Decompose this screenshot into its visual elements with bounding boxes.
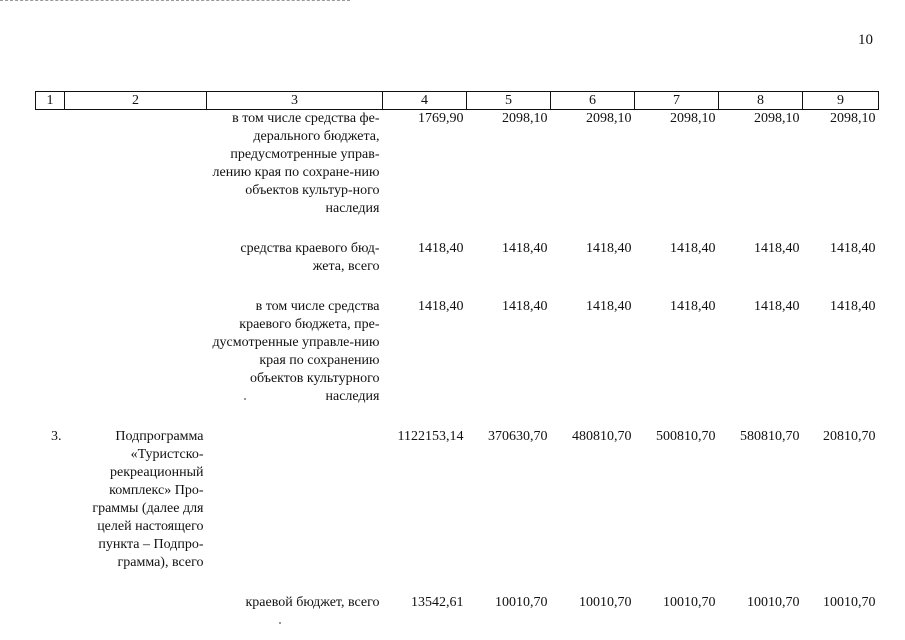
table-row [36,240,879,298]
row-value-col-6: 10010,70 [579,595,632,610]
header-col-5: 5 [467,92,551,110]
row-value-col-5: 1418,40 [502,241,548,256]
header-col-2: 2 [65,92,207,110]
row-value-col-4: 1769,90 [418,111,464,126]
table-row [36,110,879,241]
row-value-col-6: 2098,10 [586,111,632,126]
header-col-4: 4 [383,92,467,110]
table-row [36,594,879,634]
row-value-col-6: 480810,70 [572,429,632,444]
header-col-8: 8 [719,92,803,110]
row-value-col-5: 10010,70 [495,595,548,610]
row-number [36,298,65,428]
row-number: 3. [51,429,62,444]
row-value-col-9: 20810,70 [823,429,876,444]
scan-speck [279,622,281,624]
row-program-name [65,594,207,634]
row-value-col-9: 1418,40 [830,241,876,256]
table-row [36,428,879,594]
row-value-col-8: 2098,10 [754,111,800,126]
table-row [36,298,879,428]
row-funding-description: в том числе средства краевого бюджета, пре-дусмотренные управле-нию края по сохранению объектов культурного наследия [212,299,380,404]
row-number [36,594,65,634]
header-col-1: 1 [36,92,65,110]
row-program-name: Подпрограмма «Туристско-рекреационный комплекс» Про-граммы (далее для целей настоящего пункта – Подпро-грамма), всего [92,429,204,570]
header-col-6: 6 [551,92,635,110]
row-value-col-7: 2098,10 [670,111,716,126]
row-funding-description: в том числе средства фе-дерального бюджета, предусмотренные управ-лению края по сохране-нию объектов культур-ного наследия [212,111,380,216]
row-funding-description [207,428,383,594]
header-row [36,92,879,110]
table-body [36,110,879,635]
scan-speck [244,398,246,400]
row-value-col-6: 1418,40 [586,299,632,314]
row-value-col-9: 2098,10 [830,111,876,126]
row-number [36,240,65,298]
row-program-name [65,298,207,428]
header-col-7: 7 [635,92,719,110]
row-program-name [65,110,207,241]
top-page-rule [0,0,350,3]
row-value-col-5: 370630,70 [488,429,548,444]
row-value-col-5: 2098,10 [502,111,548,126]
page-number: 10 [858,32,873,48]
row-program-name [65,240,207,298]
row-value-col-4: 1418,40 [418,241,464,256]
row-value-col-7: 1418,40 [670,241,716,256]
row-funding-description: краевой бюджет, всего [245,595,380,610]
row-value-col-8: 1418,40 [754,241,800,256]
row-funding-description: средства краевого бюд-жета, всего [240,241,380,274]
row-value-col-7: 500810,70 [656,429,716,444]
row-number [36,110,65,241]
row-value-col-7: 1418,40 [670,299,716,314]
row-value-col-6: 1418,40 [586,241,632,256]
row-value-col-8: 580810,70 [740,429,800,444]
header-col-3: 3 [207,92,383,110]
row-value-col-8: 10010,70 [747,595,800,610]
budget-table [35,91,879,634]
row-value-col-4: 1122153,14 [397,429,464,444]
row-value-col-4: 1418,40 [418,299,464,314]
row-value-col-9: 1418,40 [830,299,876,314]
row-value-col-8: 1418,40 [754,299,800,314]
row-value-col-7: 10010,70 [663,595,716,610]
row-value-col-9: 10010,70 [823,595,876,610]
header-col-9: 9 [803,92,879,110]
row-value-col-5: 1418,40 [502,299,548,314]
row-value-col-4: 13542,61 [411,595,464,610]
